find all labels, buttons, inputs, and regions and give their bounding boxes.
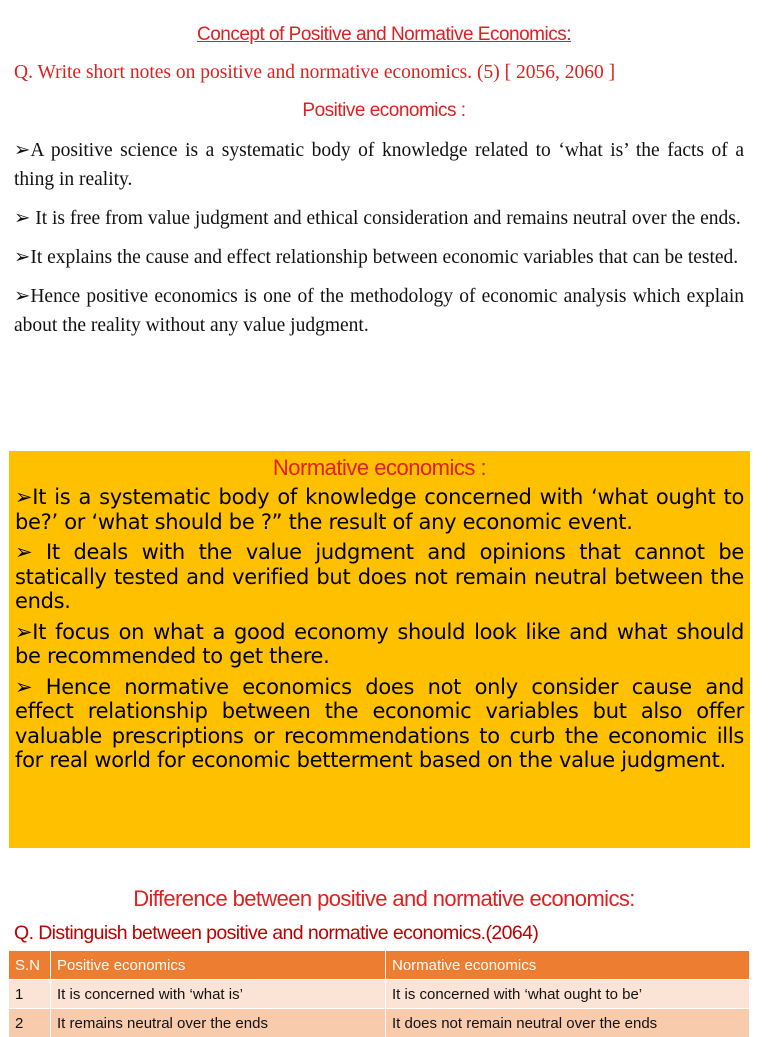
difference-table: [9, 951, 750, 1037]
header-normative: Normative economics: [386, 951, 750, 980]
cell-sn: 1: [9, 980, 51, 1009]
positive-points: [14, 136, 744, 350]
normative-point: ➢ Hence normative economics does not only consider cause and effect relationship between the economic variables but also offer valuable prescriptions or recommendations to curb the economic ills for real world for economic betterment based on the value judgment.: [15, 675, 744, 773]
normative-point: ➢It focus on what a good economy should look like and what should be recommended to get there.: [15, 620, 744, 669]
difference-heading: Difference between positive and normative economics:: [0, 886, 768, 912]
cell-normative: It is concerned with ‘what ought to be’: [386, 980, 750, 1009]
table-header-row: [9, 951, 750, 980]
page-title: Concept of Positive and Normative Economics:: [0, 24, 768, 46]
question-2: Q. Distinguish between positive and normative economics.(2064): [14, 922, 538, 945]
cell-sn: 2: [9, 1009, 51, 1037]
normative-point: ➢It is a systematic body of knowledge concerned with ‘what ought to be?’ or ‘what should be ?” the result of any economic event.: [15, 485, 744, 534]
normative-box: [9, 451, 750, 848]
cell-positive: It remains neutral over the ends: [51, 1009, 386, 1037]
question-1: Q. Write short notes on positive and normative economics. (5) [ 2056, 2060 ]: [14, 62, 754, 84]
table-row: [9, 980, 750, 1009]
cell-normative: It does not remain neutral over the ends: [386, 1009, 750, 1037]
positive-point: ➢ It is free from value judgment and ethical consideration and remains neutral over the ends.: [14, 204, 744, 233]
normative-point: ➢ It deals with the value judgment and opinions that cannot be statically tested and verified but does not remain neutral between the ends.: [15, 540, 744, 614]
table-row: [9, 1009, 750, 1037]
positive-point: ➢A positive science is a systematic body of knowledge related to ‘what is’ the facts of a thing in reality.: [14, 136, 744, 194]
positive-point: ➢Hence positive economics is one of the methodology of economic analysis which explain about the reality without any value judgment.: [14, 282, 744, 340]
positive-heading: Positive economics :: [0, 100, 768, 122]
normative-heading: Normative economics :: [15, 453, 744, 483]
positive-point: ➢It explains the cause and effect relationship between economic variables that can be tested.: [14, 243, 744, 272]
header-sn: S.N: [9, 951, 51, 980]
cell-positive: It is concerned with ‘what is’: [51, 980, 386, 1009]
header-positive: Positive economics: [51, 951, 386, 980]
